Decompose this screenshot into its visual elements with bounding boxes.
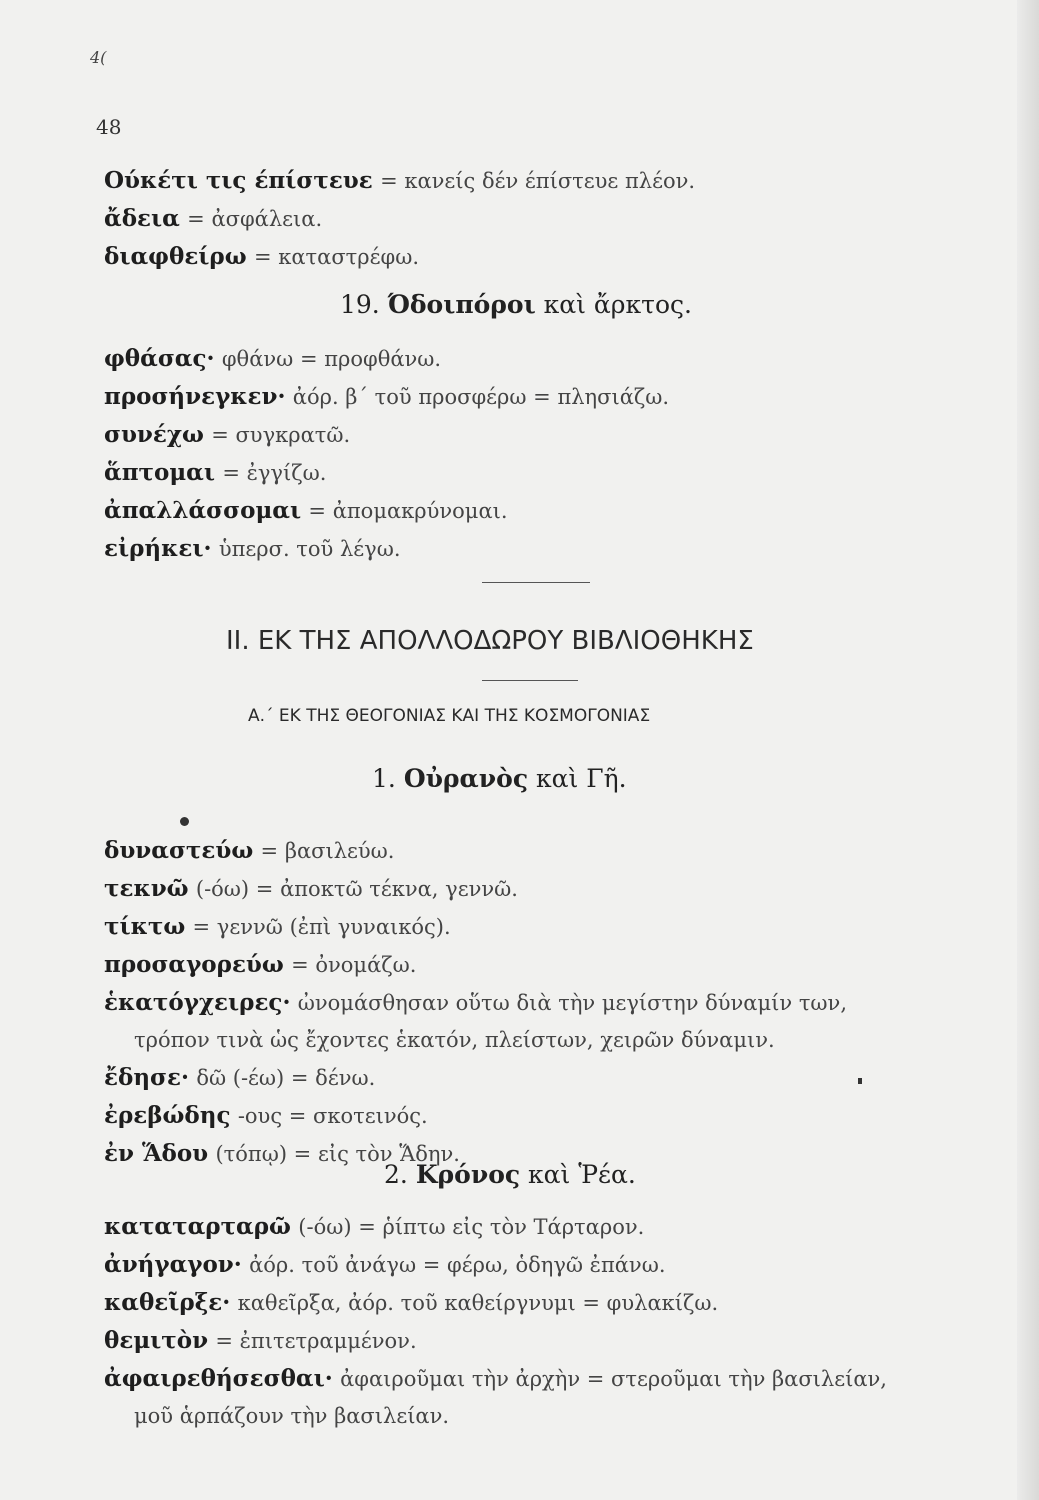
divider-rule	[482, 582, 590, 583]
glossary-entry: ἑκατόγχειρες· ὠνομάσθησαν οὕτω διὰ τὴν μεγίστην δύναμίν των,	[104, 989, 847, 1016]
glossary-entry: δυναστεύω = βασιλεύω.	[104, 837, 395, 864]
glossary-entry: προσαγορεύω = ὀνομάζω.	[104, 951, 417, 978]
glossary-entry: διαφθείρω = καταστρέφω.	[104, 243, 420, 270]
ink-mark	[858, 1078, 862, 1084]
glossary-block-4	[104, 1208, 984, 1435]
glossary-entry: καταταρταρῶ (-όω) = ῥίπτω εἰς τὸν Τάρταρον.	[104, 1213, 645, 1240]
glossary-entry-continuation: τρόπον τινὰ ὡς ἔχοντες ἑκατόν, πλείστων, χειρῶν δύναμιν.	[134, 1028, 775, 1052]
glossary-entry: Ούκέτι τις έπίστευε = κανείς δέν έπίστευε πλέον.	[104, 167, 696, 194]
glossary-block-1	[104, 162, 984, 276]
story-heading-2: 2. Κρόνος καὶ Ῥέα.	[384, 1160, 636, 1189]
glossary-entry: ἀπαλλάσσομαι = ἀπομακρύνομαι.	[104, 497, 508, 524]
glossary-entry: ἐν Ἅδου (τόπῳ) = εἰς τὸν Ἅδην.	[104, 1140, 460, 1167]
glossary-entry: ἐρεβώδης -ους = σκοτεινός.	[104, 1102, 428, 1129]
glossary-entry: τεκνῶ (-όω) = ἀποκτῶ τέκνα, γεννῶ.	[104, 875, 518, 902]
glossary-entry: συνέχω = συγκρατῶ.	[104, 421, 351, 448]
glossary-entry: προσήνεγκεν· ἀόρ. β΄ τοῦ προσφέρω = πλησιάζω.	[104, 383, 670, 410]
glossary-entry: καθεῖρξε· καθεῖρξα, ἀόρ. τοῦ καθείργνυμι = φυλακίζω.	[104, 1289, 719, 1316]
glossary-entry: ἔδησε· δῶ (-έω) = δένω.	[104, 1064, 376, 1091]
subsection-title: Α.΄ ΕΚ ΤΗΣ ΘΕΟΓΟΝΙΑΣ ΚΑΙ ΤΗΣ ΚΟΣΜΟΓΟΝΙΑΣ	[248, 706, 651, 726]
glossary-entry: ἀφαιρεθήσεσθαι· ἀφαιροῦμαι τὴν ἀρχὴν = στεροῦμαι τὴν βασιλείαν,	[104, 1365, 887, 1392]
glossary-entry: ἄδεια = ἀσφάλεια.	[104, 205, 323, 232]
glossary-block-3	[104, 832, 984, 1173]
glossary-entry: ἀνήγαγον· ἀόρ. τοῦ ἀνάγω = φέρω, ὁδηγῶ ἐπάνω.	[104, 1251, 666, 1278]
glossary-block-2	[104, 340, 984, 568]
story-heading-19: 19. Όδοιπόροι καὶ ἄρκτος.	[340, 290, 692, 319]
glossary-entry: ἅπτομαι = ἐγγίζω.	[104, 459, 327, 486]
ink-dot	[180, 817, 189, 826]
glossary-entry: θεμιτὸν = ἐπιτετραμμένον.	[104, 1327, 417, 1354]
page-edge-shadow	[1017, 0, 1039, 1500]
glossary-entry: φθάσας· φθάνω = προφθάνω.	[104, 345, 442, 372]
corner-mark: 4(	[90, 48, 107, 67]
story-heading-1: 1. Οὐρανὸς καὶ Γῆ.	[372, 764, 627, 793]
page-number: 48	[96, 115, 122, 139]
glossary-entry: εἰρήκει· ὑπερσ. τοῦ λέγω.	[104, 535, 401, 562]
part-title: ΙΙ. ΕΚ ΤΗΣ ΑΠΟΛΛΟΔΩΡΟΥ ΒΙΒΛΙΟΘΗΚΗΣ	[226, 626, 754, 656]
glossary-entry-continuation: μοῦ ἁρπάζουν τὴν βασιλείαν.	[134, 1404, 450, 1428]
glossary-entry: τίκτω = γεννῶ (ἐπὶ γυναικός).	[104, 913, 451, 940]
divider-rule	[482, 680, 578, 681]
